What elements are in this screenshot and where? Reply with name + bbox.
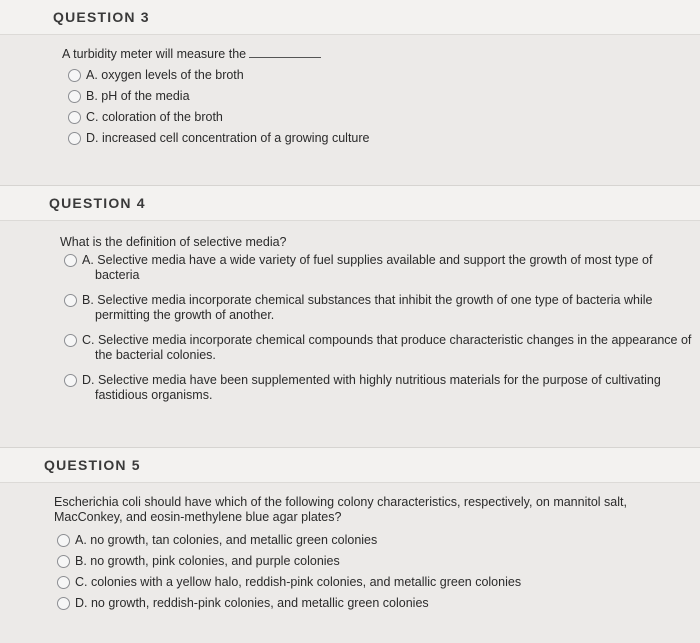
option-line-2: permitting the growth of another. — [95, 308, 275, 322]
option-label: A. oxygen levels of the broth — [86, 68, 244, 82]
radio-button[interactable] — [68, 90, 81, 103]
question-3 — [0, 0, 700, 185]
radio-button[interactable] — [57, 534, 70, 547]
question-4-option-c[interactable] — [64, 333, 691, 363]
option-line-1: D. Selective media have been supplemented with highly nutritious materials for the purpose of cultivating — [82, 373, 661, 387]
question-4-option-a[interactable] — [64, 253, 652, 283]
option-label: A. no growth, tan colonies, and metallic green colonies — [75, 533, 378, 547]
question-3-title: QUESTION 3 — [53, 9, 150, 25]
answer-blank — [249, 57, 321, 58]
option-label: B. no growth, pink colonies, and purple colonies — [75, 554, 340, 568]
option-line-2: fastidious organisms. — [95, 388, 213, 402]
prompt-line-2: MacConkey, and eosin-methylene blue agar plates? — [54, 510, 342, 524]
question-4-option-b[interactable] — [64, 293, 652, 323]
radio-button[interactable] — [57, 555, 70, 568]
radio-button[interactable] — [57, 576, 70, 589]
option-line-1: A. Selective media have a wide variety of fuel supplies available and support the growth of most type of — [82, 253, 653, 267]
option-line-2: bacteria — [95, 268, 140, 282]
radio-button[interactable] — [64, 374, 77, 387]
option-label — [82, 373, 661, 403]
option-label: B. pH of the media — [86, 89, 190, 103]
question-3-option-c[interactable] — [68, 110, 223, 125]
question-5-prompt — [54, 495, 627, 525]
option-label — [82, 293, 652, 323]
question-4-prompt: What is the definition of selective media? — [60, 235, 287, 249]
option-label — [82, 333, 691, 363]
question-3-prompt — [62, 47, 321, 62]
option-label — [82, 253, 652, 283]
radio-button[interactable] — [64, 294, 77, 307]
question-4 — [0, 185, 700, 447]
question-3-option-b[interactable] — [68, 89, 190, 104]
question-5-option-b[interactable] — [57, 554, 340, 569]
question-5-title: QUESTION 5 — [44, 457, 141, 473]
radio-button[interactable] — [64, 254, 77, 267]
question-4-title: QUESTION 4 — [49, 195, 146, 211]
question-5-option-c[interactable] — [57, 575, 521, 590]
question-5-option-d[interactable] — [57, 596, 429, 611]
radio-button[interactable] — [68, 132, 81, 145]
question-5 — [0, 447, 700, 643]
option-line-1: C. Selective media incorporate chemical compounds that produce characteristic changes in the appearance of — [82, 333, 692, 347]
option-line-1: B. Selective media incorporate chemical substances that inhibit the growth of one type of bacteria while — [82, 293, 653, 307]
question-3-prompt-text: A turbidity meter will measure the — [62, 47, 247, 61]
option-label: C. coloration of the broth — [86, 110, 223, 124]
question-4-header — [0, 185, 700, 221]
radio-button[interactable] — [68, 111, 81, 124]
option-label: D. increased cell concentration of a growing culture — [86, 131, 370, 145]
prompt-line-1: Escherichia coli should have which of the following colony characteristics, respectively, on mannitol salt, — [54, 495, 627, 509]
question-5-header — [0, 447, 700, 483]
question-4-option-d[interactable] — [64, 373, 661, 403]
option-line-2: the bacterial colonies. — [95, 348, 216, 362]
option-label: D. no growth, reddish-pink colonies, and metallic green colonies — [75, 596, 429, 610]
question-3-header — [0, 0, 700, 35]
question-3-option-a[interactable] — [68, 68, 244, 83]
option-label: C. colonies with a yellow halo, reddish-pink colonies, and metallic green colonies — [75, 575, 522, 589]
question-5-option-a[interactable] — [57, 533, 377, 548]
question-3-option-d[interactable] — [68, 131, 369, 146]
radio-button[interactable] — [57, 597, 70, 610]
radio-button[interactable] — [68, 69, 81, 82]
radio-button[interactable] — [64, 334, 77, 347]
